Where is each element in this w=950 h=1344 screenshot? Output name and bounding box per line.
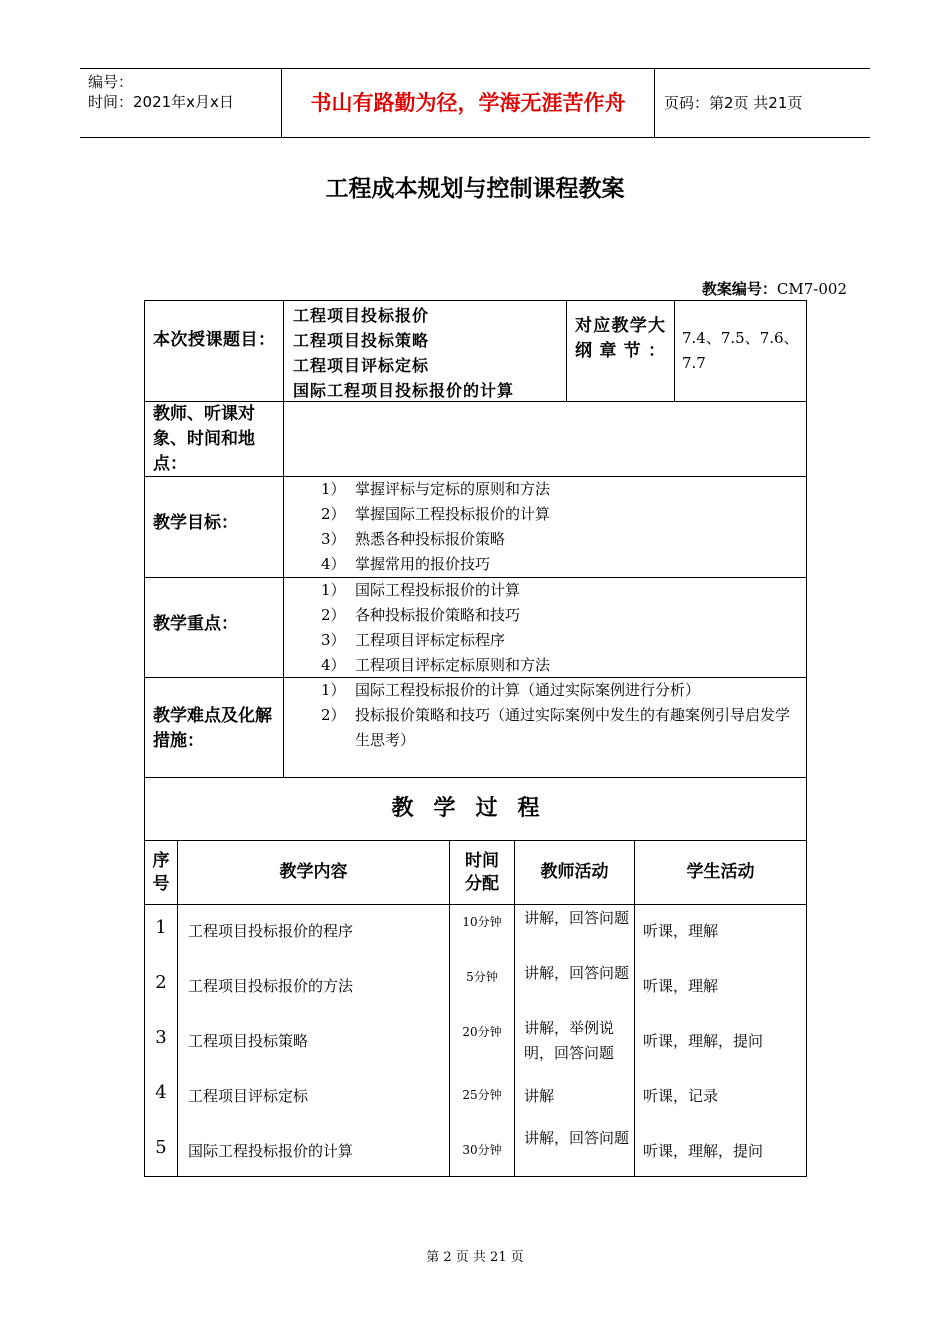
item-text: 投标报价策略和技巧（通过实际案例中发生的有趣案例引导启发学生思考）	[355, 706, 791, 749]
syllabus-value: 7.4、7.5、7.6、7.7	[682, 329, 799, 372]
col-divider	[674, 301, 675, 401]
doc-number-label: 教案编号：	[701, 280, 777, 298]
row-content: 工程项目评标定标	[188, 1087, 309, 1105]
header-teacher: 教师活动	[540, 862, 609, 882]
item-number: 1）	[321, 681, 346, 699]
header-time: 时间：2021年x月x日	[88, 93, 234, 111]
row-time: 25分钟	[462, 1088, 502, 1102]
item-text: 掌握常用的报价技巧	[355, 555, 491, 573]
item-text: 掌握国际工程投标报价的计算	[355, 505, 551, 523]
row-content: 工程项目投标策略	[188, 1032, 309, 1050]
row-time: 5分钟	[466, 970, 498, 984]
item-number: 3）	[321, 530, 346, 548]
item-number: 2）	[321, 505, 346, 523]
topic-item: 工程项目投标报价	[293, 306, 430, 325]
list-item	[321, 603, 791, 628]
list-item	[321, 552, 791, 577]
row-student: 听课，理解	[643, 922, 719, 940]
header-time: 时间分配	[465, 850, 499, 894]
process-section-title: 教学过程	[391, 796, 560, 821]
row-teacher: 讲解，回答问题	[524, 1129, 630, 1147]
topic-label-text: 本次授课题目：	[153, 330, 275, 350]
topic-label	[153, 328, 275, 353]
list-item	[321, 527, 791, 552]
difficult-label: 教学难点及化解措施：	[153, 706, 272, 751]
row-teacher: 讲解，回答问题	[524, 909, 630, 927]
row-no: 2	[155, 972, 167, 993]
row-teacher: 讲解，举例说明，回答问题	[524, 1019, 615, 1062]
row-student: 听课，记录	[643, 1087, 719, 1105]
row-content: 工程项目投标报价的程序	[188, 922, 354, 940]
goals-list	[321, 477, 791, 577]
item-text: 工程项目评标定标原则和方法	[355, 656, 551, 674]
item-text: 工程项目评标定标程序	[355, 631, 506, 649]
topic-item: 工程项目评标定标	[293, 356, 430, 375]
header-meta	[88, 72, 278, 112]
topic-item: 工程项目投标策略	[293, 331, 430, 350]
syllabus-label	[575, 314, 665, 364]
syllabus-label-text: 对应教学大纲章节：	[575, 316, 665, 361]
topic-item: 国际工程项目投标报价的计算	[293, 381, 515, 400]
item-text: 各种投标报价策略和技巧	[355, 606, 521, 624]
item-number: 4）	[321, 555, 346, 573]
list-item	[321, 703, 801, 753]
row-student: 听课，理解，提问	[643, 1142, 764, 1160]
row-no: 3	[155, 1027, 167, 1048]
goals-label: 教学目标：	[153, 513, 238, 533]
header-number: 编号：	[88, 73, 134, 91]
header-motto: 书山有路勤为径，学海无涯苦作舟	[310, 91, 626, 115]
row-content: 国际工程投标报价的计算	[188, 1142, 354, 1160]
page-footer: 第 2 页 共 21 页	[426, 1250, 524, 1265]
row-time: 20分钟	[462, 1025, 502, 1039]
row-no: 1	[155, 917, 167, 938]
item-text: 熟悉各种投标报价策略	[355, 530, 506, 548]
item-number: 1）	[321, 480, 346, 498]
header-no: 序号	[152, 850, 170, 894]
row-no: 4	[155, 1082, 167, 1103]
col-divider	[566, 301, 567, 401]
item-text: 国际工程投标报价的计算	[355, 581, 521, 599]
row-student: 听课，理解，提问	[643, 1032, 764, 1050]
lesson-plan-table	[144, 300, 807, 1177]
row-divider	[145, 904, 806, 905]
item-text: 掌握评标与定标的原则和方法	[355, 480, 551, 498]
list-item	[321, 502, 791, 527]
header-divider	[654, 69, 655, 137]
page-header	[80, 68, 870, 138]
item-number: 2）	[321, 606, 346, 624]
teacher-label: 教师、听课对象、时间和地点：	[153, 404, 255, 474]
doc-number	[702, 278, 847, 299]
document-title: 工程成本规划与控制课程教案	[325, 176, 625, 202]
item-text: 国际工程投标报价的计算（通过实际案例进行分析）	[355, 681, 701, 699]
list-item	[321, 477, 791, 502]
key-list	[321, 578, 791, 678]
item-number: 3）	[321, 631, 346, 649]
list-item	[321, 653, 791, 678]
row-teacher: 讲解，回答问题	[524, 964, 630, 982]
row-content: 工程项目投标报价的方法	[188, 977, 354, 995]
row-student: 听课，理解	[643, 977, 719, 995]
item-number: 4）	[321, 656, 346, 674]
key-label: 教学重点：	[153, 614, 238, 634]
item-number: 2）	[321, 706, 346, 724]
list-item	[321, 678, 801, 703]
item-number: 1）	[321, 581, 346, 599]
list-item	[321, 628, 791, 653]
row-no: 5	[155, 1137, 167, 1158]
topic-list	[293, 303, 514, 403]
header-student: 学生活动	[686, 862, 755, 882]
row-time: 10分钟	[462, 915, 502, 929]
list-item	[321, 578, 791, 603]
header-page: 页码：第2页 共21页	[664, 94, 803, 112]
header-content: 教学内容	[279, 862, 348, 882]
difficult-list	[321, 678, 801, 753]
row-teacher: 讲解	[524, 1087, 555, 1105]
row-time: 30分钟	[462, 1143, 502, 1157]
doc-number-value: CM7-002	[776, 280, 847, 298]
col-divider	[283, 301, 284, 777]
